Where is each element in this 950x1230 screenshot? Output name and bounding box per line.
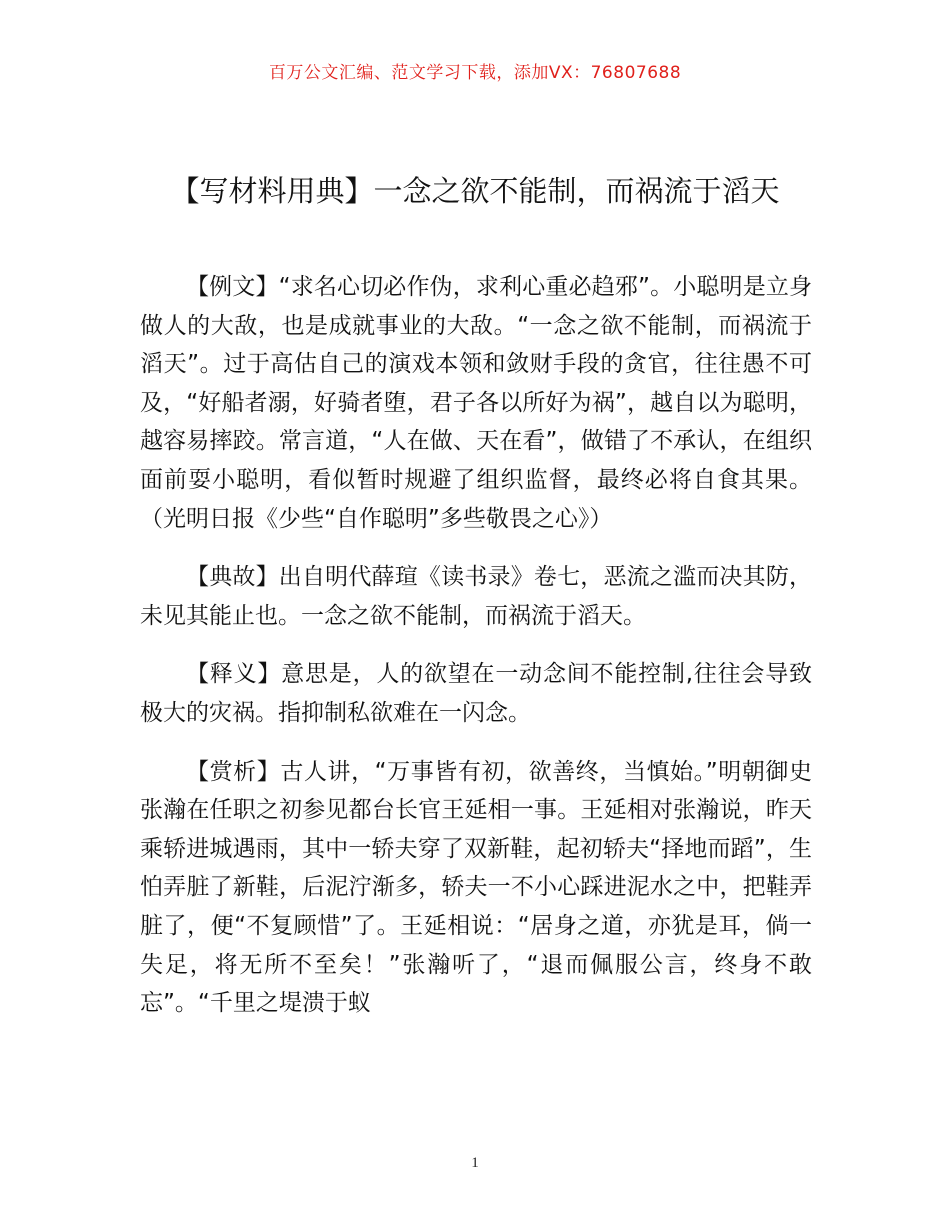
watermark-header: 百万公文汇编、范文学习下载，添加VX：76807688 bbox=[268, 63, 682, 83]
paragraph-label: 【典故】 bbox=[186, 564, 279, 591]
paragraph-text: 古人讲，“万事皆有初，欲善终，当慎始。”明朝御史张瀚在任职之初参见都台长官王延相一事。王延相对张瀚说，昨天乘轿进城遇雨，其中一轿夫穿了双新鞋，起初轿夫“择地而蹈”，生怕弄脏了新鞋，后泥泞渐多，轿夫一不小心踩进泥水之中，把鞋弄脏了，便“不复顾惜”了。王延相说：“居身之道，亦犹是耳，倘一失足，将无所不至矣！”张瀚听了，“退而佩服公言，终身不敢忘”。“千里之堤溃于蚁 bbox=[140, 758, 812, 1017]
paragraph-label: 【释义】 bbox=[186, 661, 282, 688]
paragraph-example bbox=[140, 268, 812, 538]
document-body bbox=[140, 268, 812, 1043]
paragraph-meaning bbox=[140, 655, 812, 732]
document-title: 【写材料用典】一念之欲不能制，而祸流于滔天 bbox=[170, 174, 780, 208]
paragraph-label: 【赏析】 bbox=[186, 758, 281, 785]
paragraph-allusion bbox=[140, 558, 812, 635]
paragraph-label: 【例文】 bbox=[186, 274, 279, 300]
paragraph-text: 意思是，人的欲望在一动念间不能控制,往往会导致极大的灾祸。指抑制私欲难在一闪念。 bbox=[140, 661, 813, 726]
paragraph-text: “求名心切必作伪，求利心重必趋邪”。小聪明是立身做人的大敌，也是成就事业的大敌。“一念之欲不能制，而祸流于滔天”。过于高估自己的演戏本领和敛财手段的贪官，往往愚不可及，“好船者溺，好骑者堕，君子各以所好为祸”，越自以为聪明，越容易摔跤。常言道，“人在做、天在看”，做错了不承认，在组织面前耍小聪明，看似暂时规避了组织监督，最终必将自食其果。（光明日报《少些“自作聪明”多些敬畏之心》） bbox=[140, 274, 812, 532]
paragraph-appreciation bbox=[140, 753, 812, 1023]
page-number: 1 bbox=[471, 1155, 479, 1171]
paragraph-text: 出自明代薛瑄《读书录》卷七，恶流之滥而决其防，未见其能止也。一念之欲不能制，而祸流于滔天。 bbox=[140, 564, 813, 629]
